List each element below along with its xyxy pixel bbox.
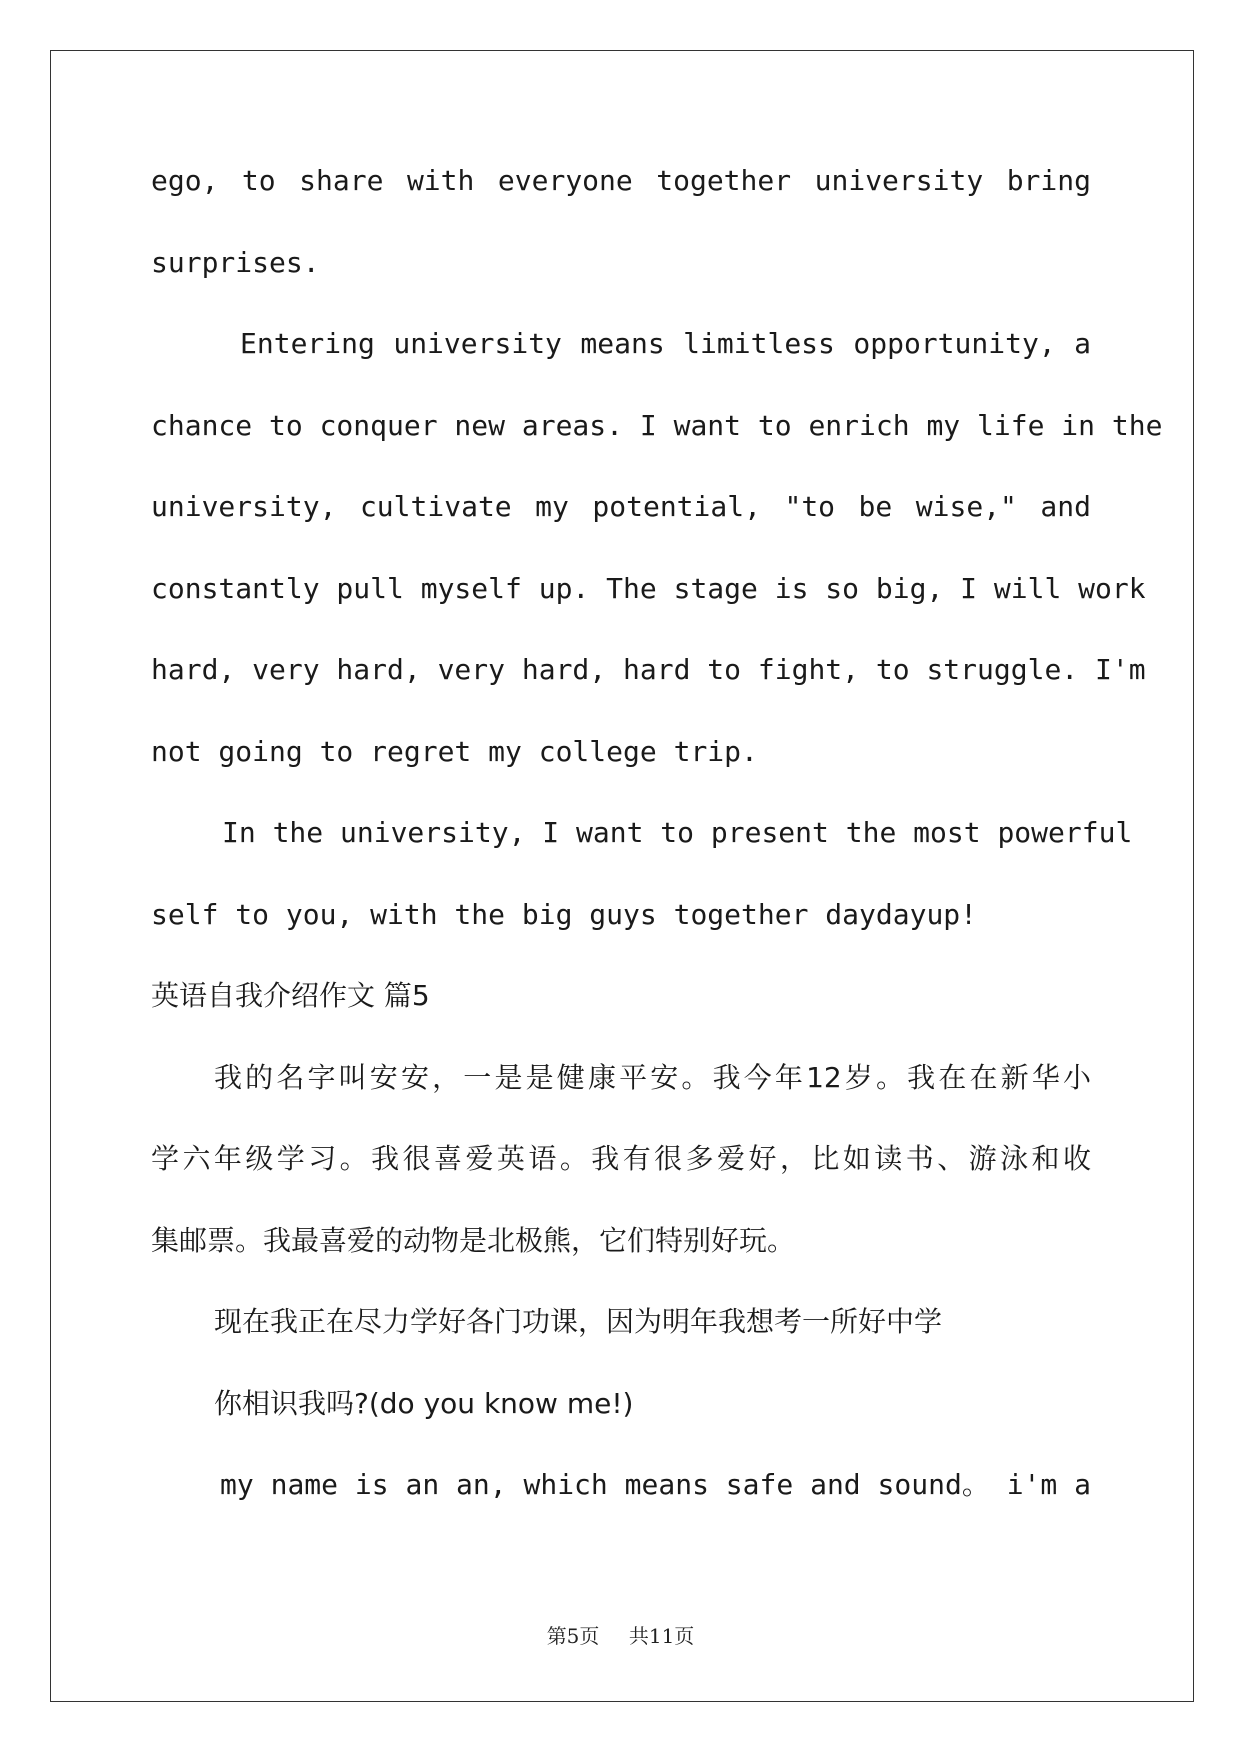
text-line: ego, to share with everyone together university bring xyxy=(151,164,1091,197)
page-number: 第5页 xyxy=(546,1624,600,1648)
text-line: hard, very hard, very hard, hard to fight, to struggle. I'm xyxy=(151,653,1146,686)
section-heading: 英语自我介绍作文 篇5 xyxy=(151,979,430,1012)
text-line: surprises. xyxy=(151,245,320,279)
paragraph-start-line: Entering university means limitless opportunity, a xyxy=(240,327,1091,360)
paragraph-start-line: 我的名字叫安安，一是是健康平安。我今年12岁。我在在新华小 xyxy=(214,1060,1091,1094)
paragraph-start-line: 现在我正在尽力学好各门功课，因为明年我想考一所好中学 xyxy=(214,1305,943,1338)
text-line: not going to regret my college trip. xyxy=(151,734,758,768)
text-line: 学六年级学习。我很喜爱英语。我有很多爱好，比如读书、游泳和收 xyxy=(151,1142,1091,1175)
paragraph-start-line: In the university, I want to present the most powerful xyxy=(222,816,1133,849)
paragraph-start-line: 你相识我吗?(do you know me!) xyxy=(214,1386,634,1420)
text-line: university, cultivate my potential, "to be wise," and xyxy=(151,490,1091,523)
text-line: 集邮票。我最喜爱的动物是北极熊，它们特别好玩。 xyxy=(151,1223,796,1257)
text-line: self to you, with the big guys together daydayup! xyxy=(151,897,978,931)
text-line: chance to conquer new areas. I want to enrich my life in the xyxy=(151,408,1163,442)
page-footer xyxy=(0,1620,1241,1649)
text-line: constantly pull myself up. The stage is so big, I will work xyxy=(151,571,1146,605)
paragraph-start-line: my name is an an, which means safe and sound。 i'm a xyxy=(220,1468,1091,1501)
page-total: 共11页 xyxy=(628,1624,695,1648)
document-body xyxy=(151,160,1163,1546)
